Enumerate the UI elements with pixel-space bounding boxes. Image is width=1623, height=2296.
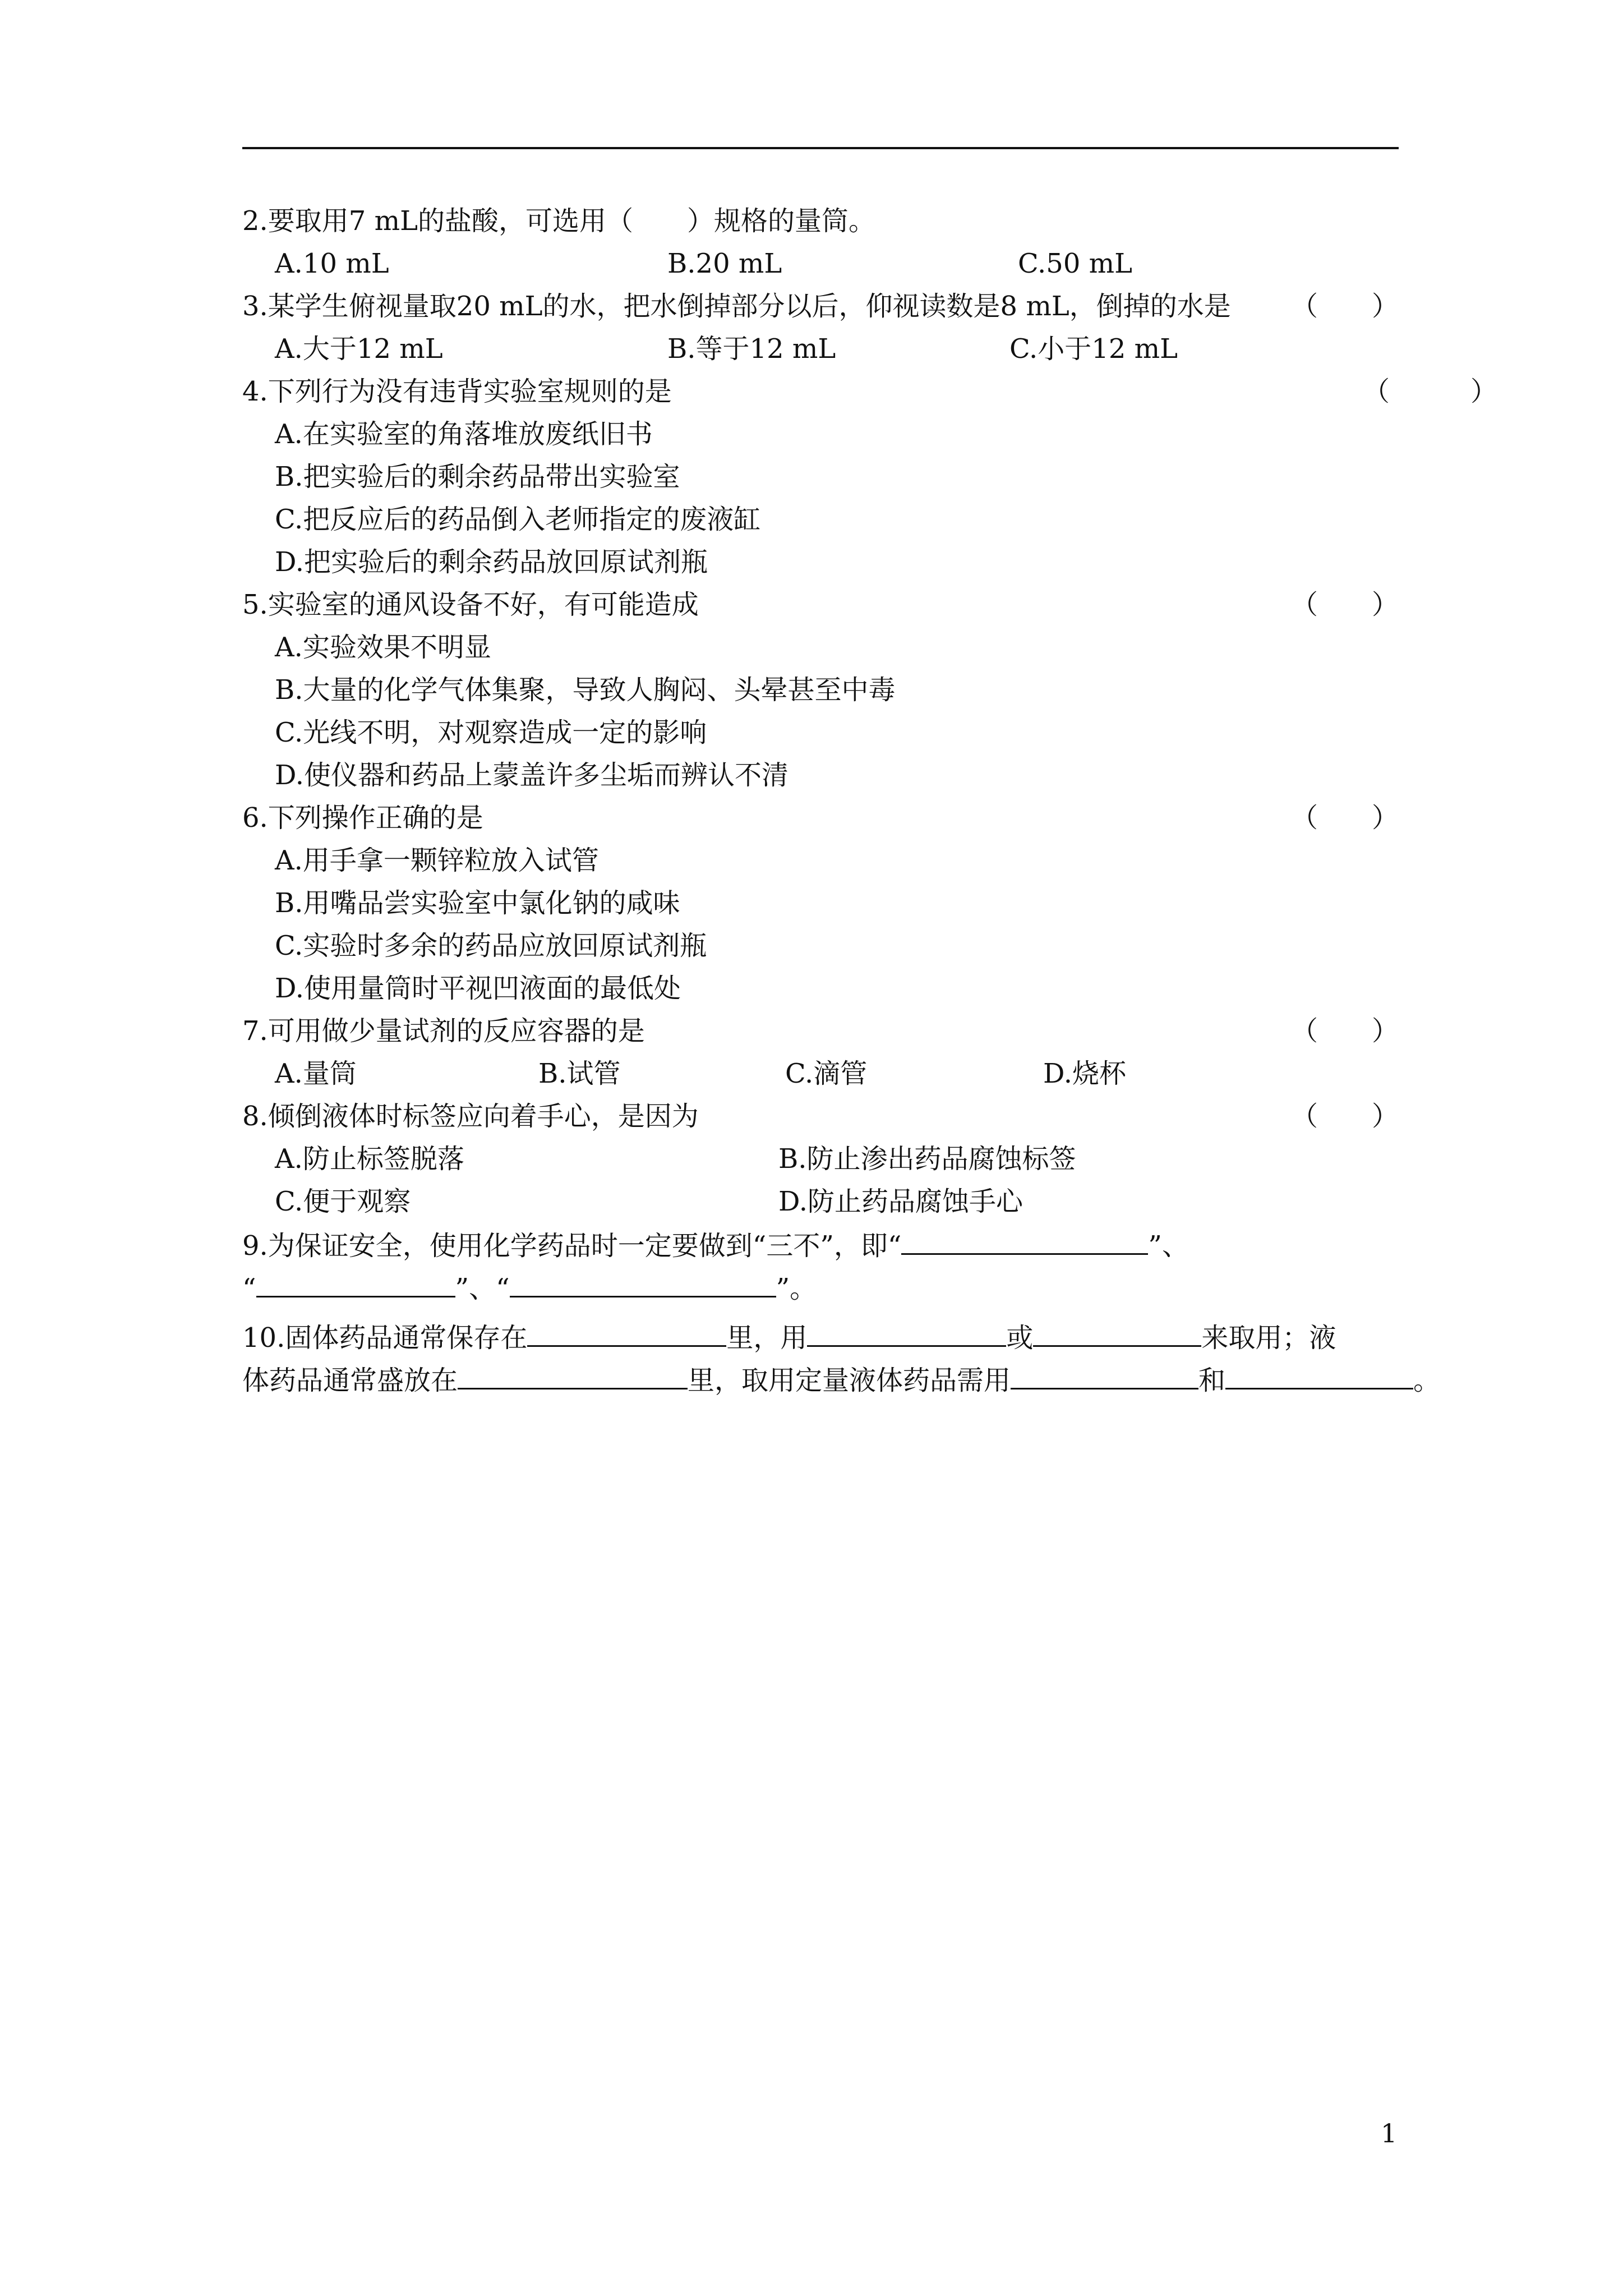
q3-option-b: B.等于12 mL [667,333,836,365]
q6-answer-paren: （ ） [1291,802,1399,834]
q10-blank-4[interactable] [458,1362,688,1389]
q9-blank-2[interactable] [256,1270,455,1297]
q6-option-c: C.实验时多余的药品应放回原试剂瓶 [275,930,707,961]
q5-answer-paren: （ ） [1291,589,1399,620]
q7-option-d: D.烧杯 [1043,1058,1127,1089]
q10-blank-5[interactable] [1011,1362,1198,1389]
q8-option-b: B.防止渗出药品腐蚀标签 [778,1143,1076,1175]
q9-text-5: ”。 [776,1273,817,1304]
q2-option-c: C.50 mL [1018,248,1132,279]
q9-text-1: 9.为保证安全，使用化学药品时一定要做到“三不”，即“ [242,1230,902,1262]
q6-option-d: D.使用量筒时平视凹液面的最低处 [275,973,681,1004]
q7-option-a: A.量筒 [275,1058,357,1089]
q9-line1 [242,1227,1189,1263]
q10-text-8: 。 [1413,1365,1441,1396]
q10-text-5: 体药品通常盛放在 [242,1365,458,1396]
q9-text-4: ”、“ [455,1273,510,1304]
q10-text-3: 或 [1006,1322,1034,1354]
q10-blank-1[interactable] [527,1319,726,1347]
q10-text-6: 里，取用定量液体药品需用 [688,1365,1011,1396]
q4-option-b: B.把实验后的剩余药品带出实验室 [275,461,680,493]
q7-answer-paren: （ ） [1291,1015,1399,1047]
q4-option-c: C.把反应后的药品倒入老师指定的废液缸 [275,504,761,535]
q8-option-c: C.便于观察 [275,1186,411,1217]
q7-stem: 7.可用做少量试剂的反应容器的是 [242,1015,645,1047]
q3-option-c: C.小于12 mL [1009,333,1178,365]
q7-option-c: C.滴管 [785,1058,868,1089]
q2-stem: 2.要取用7 mL的盐酸，可选用（ ）规格的量筒。 [242,205,875,237]
q4-stem: 4.下列行为没有违背实验室规则的是 [242,376,672,407]
q9-text-3: “ [242,1273,256,1304]
q10-line1 [242,1319,1336,1355]
q3-stem: 3.某学生俯视量取20 mL的水，把水倒掉部分以后，仰视读数是8 mL，倒掉的水是 [242,291,1231,322]
q8-option-d: D.防止药品腐蚀手心 [778,1186,1023,1217]
q10-text-7: 和 [1198,1365,1226,1396]
q2-option-b: B.20 mL [667,248,782,279]
page-number: 1 [1381,2118,1398,2148]
q10-text-2: 里，用 [726,1322,808,1354]
q5-stem: 5.实验室的通风设备不好，有可能造成 [242,589,699,620]
q3-option-a: A.大于12 mL [275,333,443,365]
q2-option-a: A.10 mL [275,248,389,279]
q6-option-b: B.用嘴品尝实验室中氯化钠的咸味 [275,887,680,919]
q10-blank-3[interactable] [1033,1319,1201,1347]
q5-option-a: A.实验效果不明显 [275,632,491,663]
q10-text-1: 10.固体药品通常保存在 [242,1322,528,1354]
q10-blank-6[interactable] [1225,1362,1413,1389]
q9-blank-1[interactable] [901,1227,1148,1255]
q5-option-c: C.光线不明，对观察造成一定的影响 [275,717,707,748]
q6-option-a: A.用手拿一颗锌粒放入试管 [275,845,599,876]
q10-line2 [242,1362,1440,1397]
q4-option-a: A.在实验室的角落堆放废纸旧书 [275,418,653,450]
q9-text-2: ”、 [1148,1230,1189,1262]
q9-blank-3[interactable] [510,1270,776,1297]
q6-stem: 6.下列操作正确的是 [242,802,483,834]
q7-option-b: B.试管 [538,1058,621,1089]
q3-answer-paren: （ ） [1291,291,1399,322]
header-rule [242,147,1399,149]
q10-blank-2[interactable] [807,1319,1006,1347]
q10-text-4: 来取用；液 [1201,1322,1336,1354]
q4-answer-paren: （ ） [1363,376,1498,407]
q8-stem: 8.倾倒液体时标签应向着手心，是因为 [242,1101,699,1132]
q9-line2 [242,1270,817,1305]
q5-option-d: D.使仪器和药品上蒙盖许多尘垢而辨认不清 [275,760,789,791]
q4-option-d: D.把实验后的剩余药品放回原试剂瓶 [275,546,708,578]
q8-answer-paren: （ ） [1291,1101,1399,1132]
q8-option-a: A.防止标签脱落 [275,1143,464,1175]
q5-option-b: B.大量的化学气体集聚，导致人胸闷、头晕甚至中毒 [275,674,896,706]
